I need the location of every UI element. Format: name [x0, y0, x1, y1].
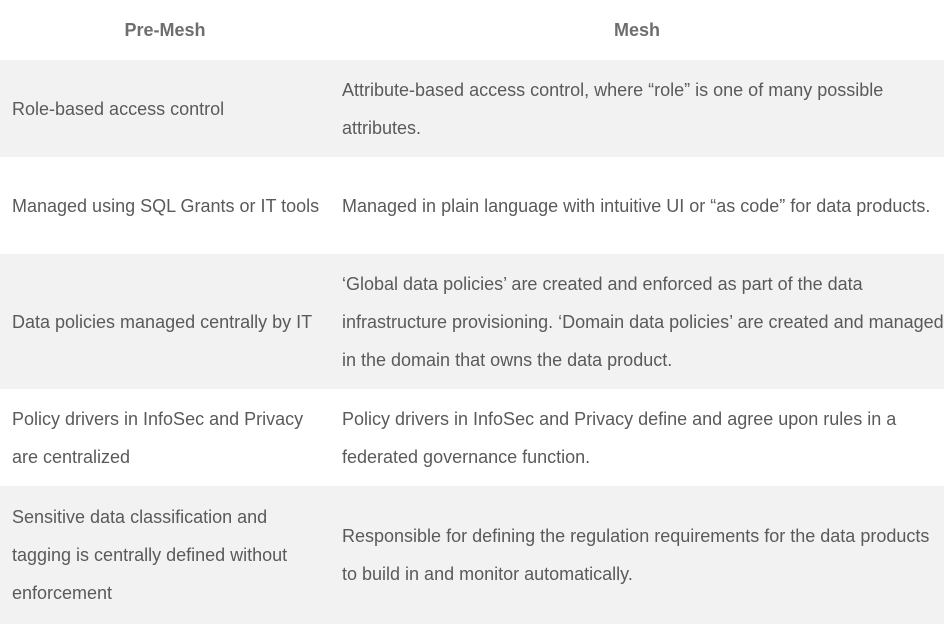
- cell-mesh: Responsible for defining the regulation requirements for the data products to build in and monitor automatically.: [330, 486, 944, 624]
- table-body: [0, 60, 944, 624]
- cell-pre-mesh: Role-based access control: [0, 60, 330, 157]
- cell-pre-mesh: Sensitive data classification and tagging is centrally defined without enforcement: [0, 486, 330, 624]
- header-row: [0, 0, 944, 60]
- cell-mesh: Policy drivers in InfoSec and Privacy define and agree upon rules in a federated governance function.: [330, 389, 944, 486]
- table-row: [0, 389, 944, 486]
- cell-pre-mesh: Policy drivers in InfoSec and Privacy are centralized: [0, 389, 330, 486]
- cell-mesh: ‘Global data policies’ are created and enforced as part of the data infrastructure provisioning. ‘Domain data policies’ are created and managed in the domain that owns the data product.: [330, 254, 944, 389]
- cell-pre-mesh: Managed using SQL Grants or IT tools: [0, 157, 330, 254]
- table-row: [0, 157, 944, 254]
- table-row: [0, 60, 944, 157]
- table-header: [0, 0, 944, 60]
- cell-mesh: Managed in plain language with intuitive UI or “as code” for data products.: [330, 157, 944, 254]
- cell-mesh: Attribute-based access control, where “role” is one of many possible attributes.: [330, 60, 944, 157]
- table-row: [0, 254, 944, 389]
- table-row: [0, 486, 944, 624]
- header-pre-mesh: Pre-Mesh: [0, 0, 330, 60]
- cell-pre-mesh: Data policies managed centrally by IT: [0, 254, 330, 389]
- header-mesh: Mesh: [330, 0, 944, 60]
